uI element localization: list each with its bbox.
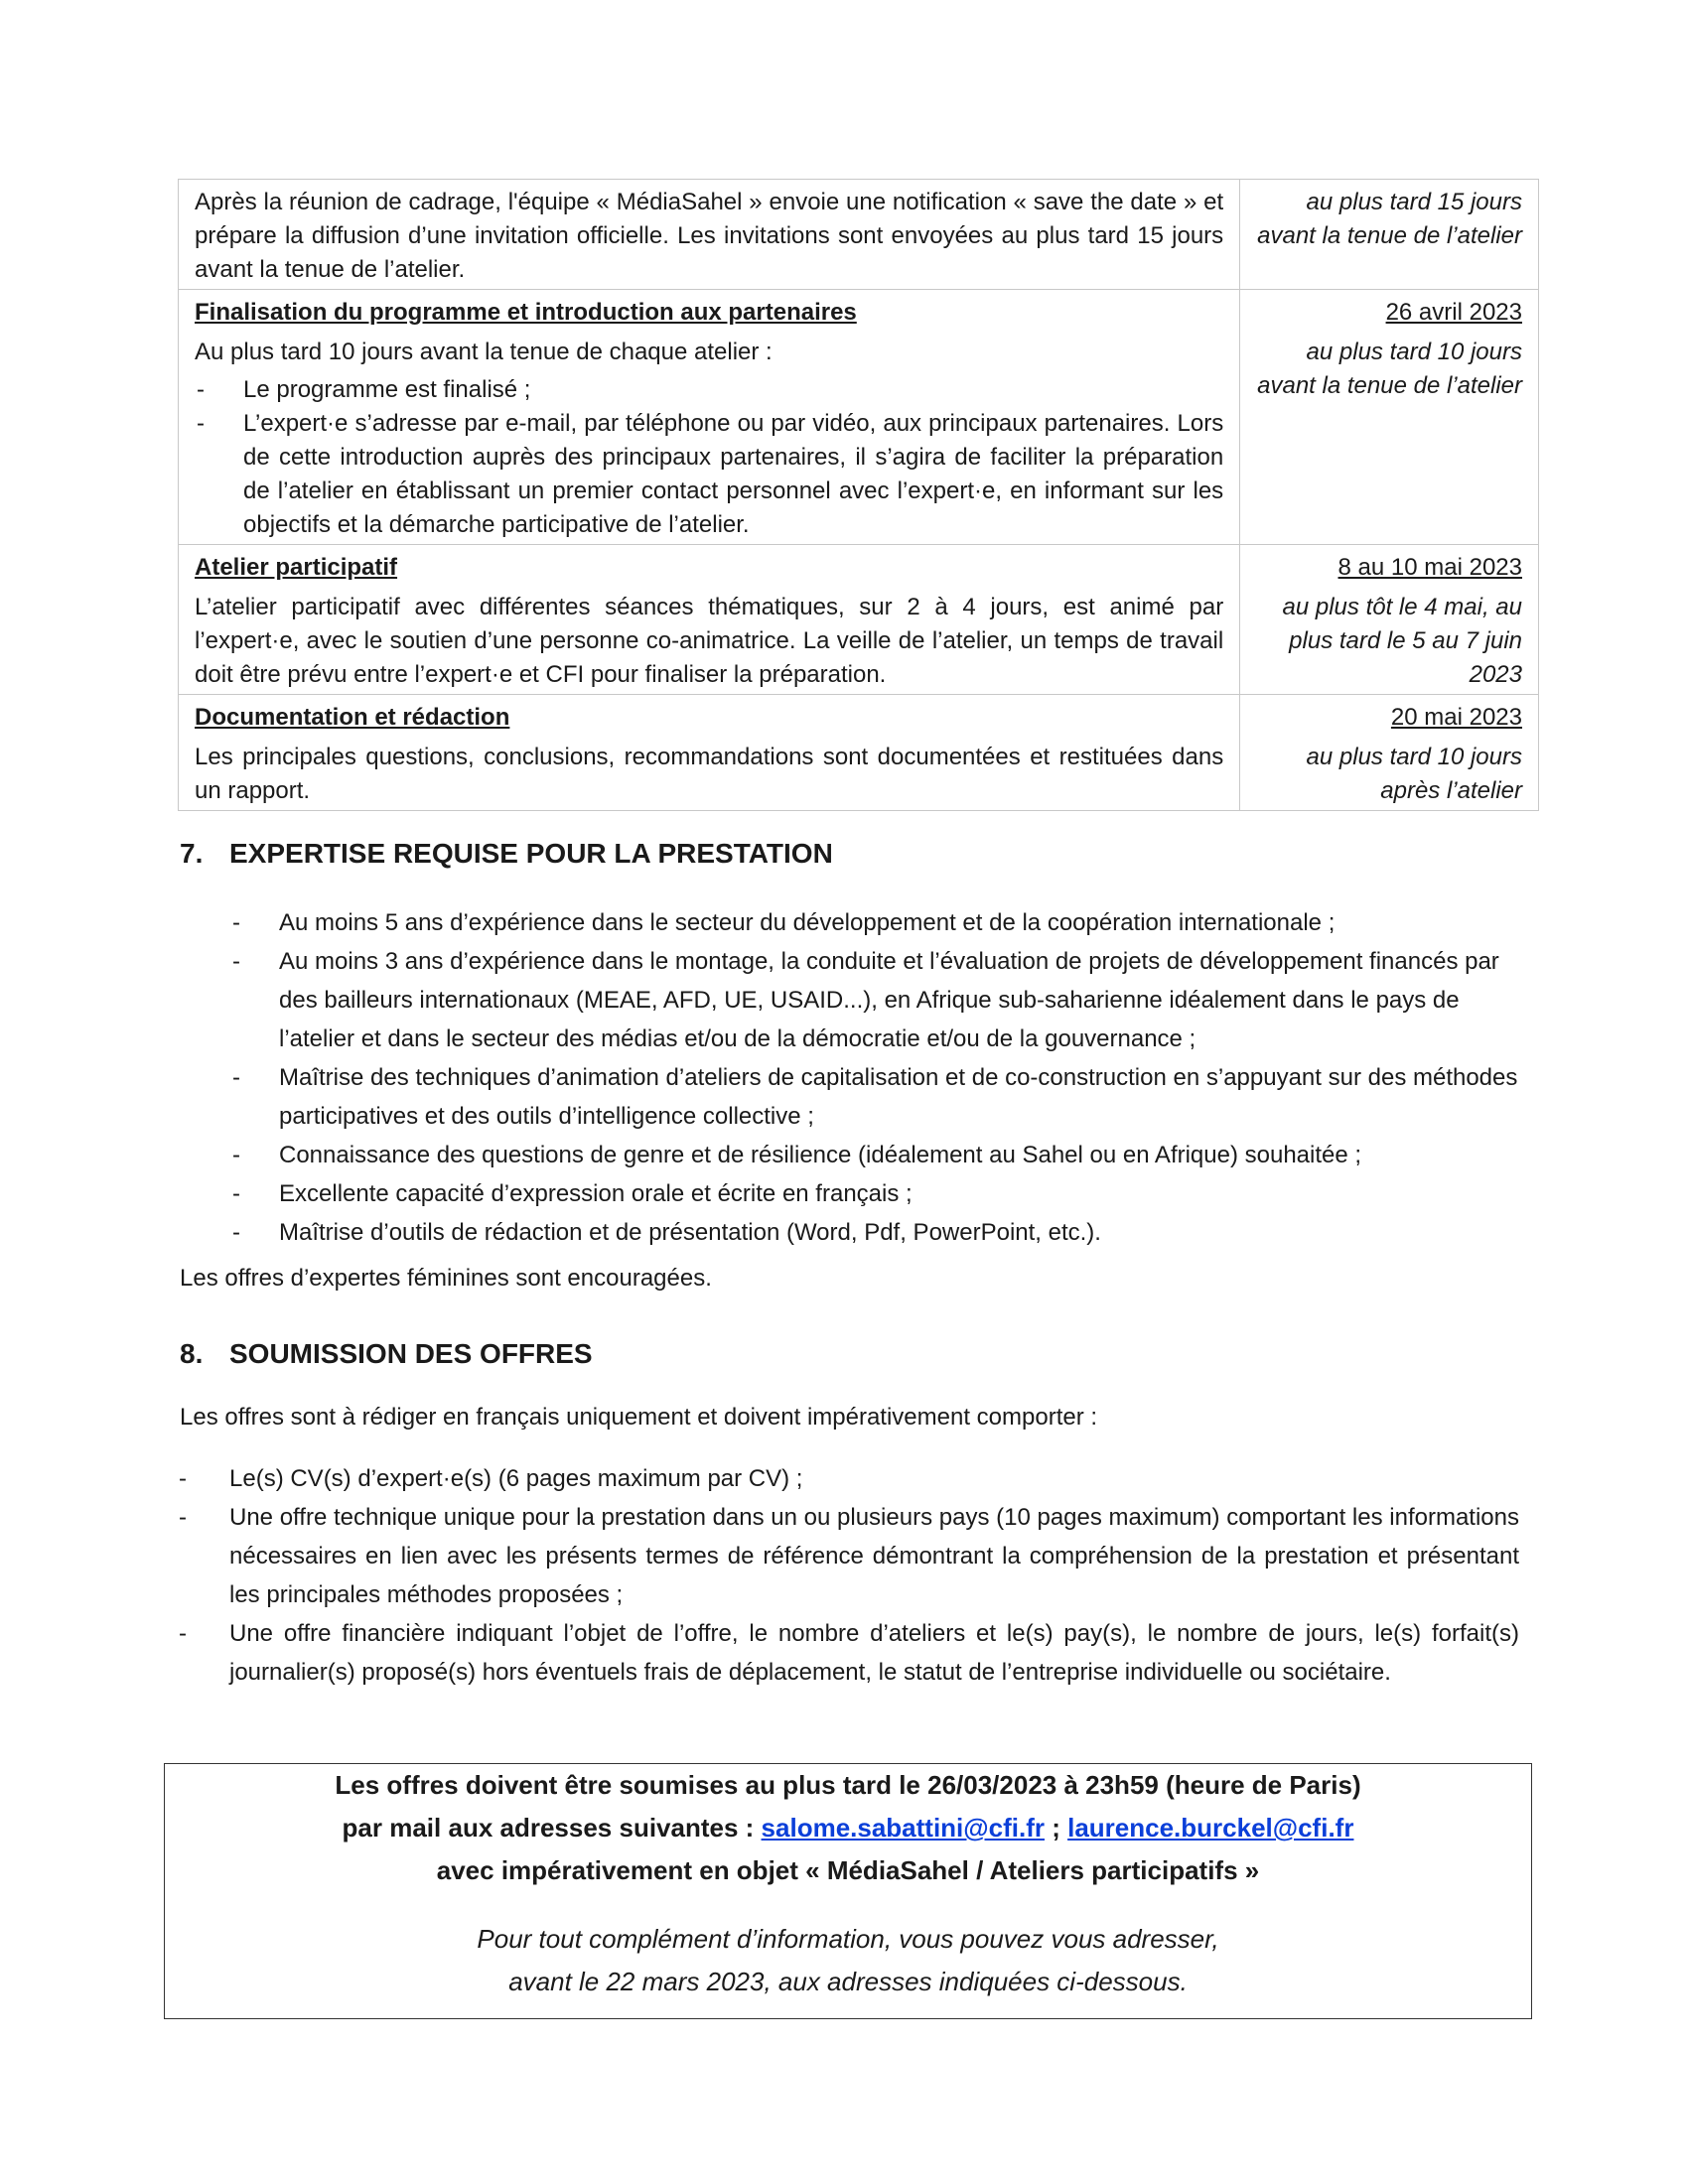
schedule-description-cell xyxy=(179,180,1240,290)
submission-notice-box xyxy=(164,1763,1532,2019)
schedule-row-title: Atelier participatif xyxy=(195,554,398,581)
schedule-date-cell xyxy=(1240,695,1539,811)
deadline-line: Les offres doivent être soumises au plus tard le 26/03/2023 à 23h59 (heure de Paris) xyxy=(335,1770,1361,1800)
schedule-row xyxy=(179,180,1539,290)
schedule-description-cell xyxy=(179,545,1240,695)
schedule-row-title: Finalisation du programme et introduction aux partenaires xyxy=(195,299,857,326)
section-7-title: EXPERTISE REQUISE POUR LA PRESTATION xyxy=(229,838,833,869)
schedule-description-cell xyxy=(179,290,1240,545)
section-8-intro: Les offres sont à rédiger en français uniquement et doivent impérativement comporter : xyxy=(180,1404,1098,1431)
expertise-list xyxy=(230,903,1541,1252)
email-link-laurence[interactable]: laurence.burckel@cfi.fr xyxy=(1067,1813,1354,1843)
subject-line: avec impérativement en objet « MédiaSahel / Ateliers participatifs » xyxy=(436,1855,1260,1885)
submission-item: - Une offre technique unique pour la prestation dans un ou plusieurs pays (10 pages maximum) comportant les informations nécessaires en lien avec les présents termes de référence démontrant la compréhension de la prestation et présentant les principales méthodes proposées ; xyxy=(179,1498,1519,1614)
schedule-row xyxy=(179,695,1539,811)
email-line xyxy=(165,1807,1531,1849)
section-8-heading xyxy=(180,1336,593,1372)
schedule-table xyxy=(178,179,1539,811)
schedule-row xyxy=(179,545,1539,695)
schedule-date-note: au plus tard 10 jours après l’atelier xyxy=(1306,744,1522,804)
schedule-description-cell xyxy=(179,695,1240,811)
schedule-bullet-item: - L’expert·e s’adresse par e-mail, par téléphone ou par vidéo, aux principaux partenaires. Lors de cette introduction auprès des principaux partenaires, il s’agira de faciliter la préparation de l’atelier en établissant un premier contact personnel avec l’expert·e, en informant sur les objectifs et la démarche participative de l’atelier. xyxy=(195,407,1223,542)
schedule-date: 26 avril 2023 xyxy=(1385,299,1522,326)
section-7-heading xyxy=(180,836,833,872)
submission-list xyxy=(179,1459,1519,1692)
info-line-2: avant le 22 mars 2023, aux adresses indiquées ci-dessous. xyxy=(508,1967,1188,1996)
schedule-date-cell xyxy=(1240,180,1539,290)
section-7-note: Les offres d’expertes féminines sont encouragées. xyxy=(180,1265,712,1292)
schedule-row-text: Après la réunion de cadrage, l'équipe « MédiaSahel » envoie une notification « save the date » et prépare la diffusion d’une invitation officielle. Les invitations sont envoyées au plus tard 15 jours avant la tenue de l’atelier. xyxy=(195,189,1224,283)
schedule-row-text: L’atelier participatif avec différentes séances thématiques, sur 2 à 4 jours, est animé par l’expert·e, avec le soutien d’une personne co-animatrice. La veille de l’atelier, un temps de travail doit être prévu entre l’expert·e et CFI pour finaliser la préparation. xyxy=(195,594,1224,688)
expertise-item: - Maîtrise des techniques d’animation d’ateliers de capitalisation et de co-construction en s’appuyant sur des méthodes participatives et des outils d’intelligence collective ; xyxy=(230,1058,1541,1136)
section-8-number: 8. xyxy=(180,1338,204,1369)
email-separator: ; xyxy=(1044,1813,1068,1843)
schedule-date-cell xyxy=(1240,290,1539,545)
expertise-item: - Connaissance des questions de genre et de résilience (idéalement au Sahel ou en Afrique) souhaitée ; xyxy=(230,1136,1541,1174)
schedule-row-text: Au plus tard 10 jours avant la tenue de chaque atelier : xyxy=(195,339,773,365)
submission-item: - Une offre financière indiquant l’objet de l’offre, le nombre d’ateliers et le(s) pay(s), le nombre de jours, le(s) forfait(s) journalier(s) proposé(s) hors éventuels frais de déplacement, le statut de l’entreprise individuelle ou sociétaire. xyxy=(179,1614,1519,1692)
schedule-date-note: au plus tôt le 4 mai, au plus tard le 5 au 7 juin 2023 xyxy=(1282,594,1522,688)
email-line-prefix: par mail aux adresses suivantes : xyxy=(342,1813,762,1843)
email-link-salome[interactable]: salome.sabattini@cfi.fr xyxy=(761,1813,1045,1843)
schedule-row xyxy=(179,290,1539,545)
expertise-item: - Au moins 3 ans d’expérience dans le montage, la conduite et l’évaluation de projets de développement financés par des bailleurs internationaux (MEAE, AFD, UE, USAID...), en Afrique sub-saharienne idéalement dans le pays de l’atelier et dans le secteur des médias et/ou de la démocratie et/ou de la gouvernance ; xyxy=(230,942,1541,1058)
schedule-date-note: au plus tard 15 jours avant la tenue de l’atelier xyxy=(1257,189,1522,249)
info-line-1: Pour tout complément d’information, vous pouvez vous adresser, xyxy=(477,1924,1219,1954)
section-8-title: SOUMISSION DES OFFRES xyxy=(229,1338,593,1369)
schedule-row-title: Documentation et rédaction xyxy=(195,704,510,731)
section-7-number: 7. xyxy=(180,838,204,869)
schedule-date: 20 mai 2023 xyxy=(1390,704,1522,731)
schedule-date-cell xyxy=(1240,545,1539,695)
schedule-row-bullets xyxy=(195,373,1223,542)
schedule-date: 8 au 10 mai 2023 xyxy=(1337,554,1522,581)
schedule-bullet-item: - Le programme est finalisé ; xyxy=(195,373,1223,407)
submission-item: - Le(s) CV(s) d’expert·e(s) (6 pages maximum par CV) ; xyxy=(179,1459,1519,1498)
expertise-item: - Maîtrise d’outils de rédaction et de présentation (Word, Pdf, PowerPoint, etc.). xyxy=(230,1213,1541,1252)
expertise-item: - Au moins 5 ans d’expérience dans le secteur du développement et de la coopération internationale ; xyxy=(230,903,1541,942)
schedule-row-text: Les principales questions, conclusions, recommandations sont documentées et restituées dans un rapport. xyxy=(195,744,1224,804)
expertise-item: - Excellente capacité d’expression orale et écrite en français ; xyxy=(230,1174,1541,1213)
schedule-date-note: au plus tard 10 jours avant la tenue de l’atelier xyxy=(1257,339,1522,399)
